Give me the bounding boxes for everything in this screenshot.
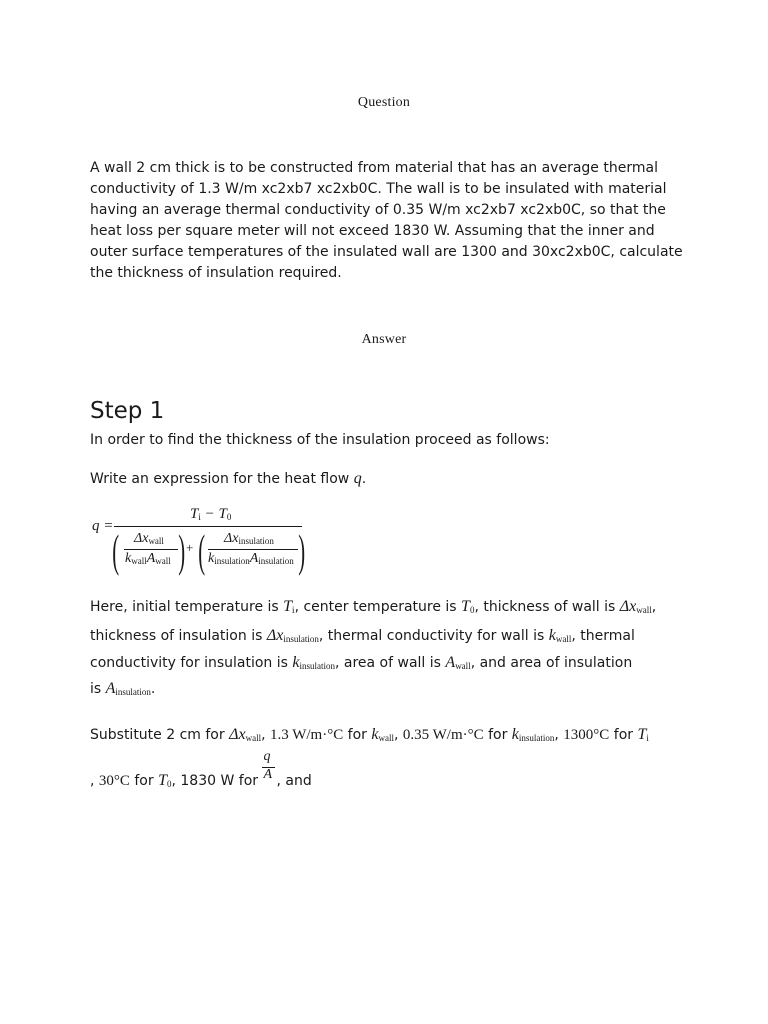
left-paren-2: (	[198, 525, 206, 576]
for-text-1: for	[347, 727, 367, 743]
insulation-fraction-bar	[208, 549, 298, 550]
answer-heading: Answer	[361, 332, 407, 347]
here-text-12: .	[150, 681, 156, 697]
wall-fraction-bar	[124, 549, 178, 550]
q-over-A-fraction	[262, 749, 276, 785]
equation-lhs: q =	[92, 518, 114, 534]
heat-flow-equation	[90, 505, 320, 577]
numerator-T: T	[190, 506, 199, 522]
A-insulation-symbol: $A_{insulation}$	[105, 680, 151, 697]
here-text-9: , area of wall is	[334, 655, 446, 671]
sub-k-wall-symbol: $k_{wall}$	[371, 726, 394, 743]
here-text-6: , thermal conductivity for wall is	[318, 628, 549, 644]
k-wall-symbol: $k_{wall}$	[548, 627, 572, 644]
here-line-1	[90, 598, 656, 616]
q-numerator: q	[263, 749, 271, 764]
T-0-symbol: $T_0$	[461, 598, 475, 615]
leading-comma: ,	[90, 773, 95, 789]
here-text-2: , center temperature is	[294, 599, 462, 615]
right-paren-1: )	[178, 525, 186, 576]
right-paren-2: )	[298, 525, 306, 576]
heat-flux-value: 1830 W for	[180, 773, 259, 789]
here-line-2	[90, 627, 635, 645]
A-denominator: A	[263, 767, 273, 782]
step-title: Step 1	[90, 398, 165, 424]
here-line-4	[90, 680, 155, 698]
left-paren-1: (	[112, 525, 120, 576]
T0-value: 30°C	[98, 773, 130, 789]
for-text-2: for	[488, 727, 508, 743]
substitute-text: Substitute 2 cm for	[90, 727, 230, 743]
here-text-8: conductivity for insulation is	[90, 655, 293, 671]
T-i-symbol: $T_i$	[283, 598, 295, 615]
question-heading: Question	[357, 95, 411, 110]
main-fraction-bar	[114, 526, 302, 527]
heat-flow-symbol: q	[353, 470, 362, 487]
k-wall-A-wall: $k_{wall}A_{wall}$	[125, 551, 171, 566]
Ti-value: 1300°C	[563, 727, 610, 743]
substitute-line-2: , 30°C for $T_0$, 1830 W for $\frac{q}{A}$ , and	[90, 749, 312, 789]
here-line-3	[90, 654, 632, 672]
here-text-5: thickness of insulation is	[90, 628, 267, 644]
question-text: A wall 2 cm thick is to be constructed from material that has an average thermal conductivity of 1.3 W/m xc2xb7 xc2xb0C. The wall is to be insulated with material having an average thermal conductivity of 0.35 W/m xc2xb7 xc2xb0C, so that the heat loss per square meter will not exceed 1830 W. Assuming that the inner and outer surface temperatures of the insulated wall are 1300 and 30xc2xb0C, calculate the thickness of insulation required.	[90, 160, 683, 281]
plus-sign: +	[186, 540, 194, 555]
sub-T-0-symbol: $T_0$	[158, 772, 172, 789]
dx-insulation: $\Delta x_{insulation}$	[224, 531, 274, 546]
dx-wall-symbol: $\Delta x_{wall}$	[619, 598, 652, 615]
intro-line: In order to find the thickness of the insulation proceed as follows:	[90, 432, 550, 448]
here-text-1: Here, initial temperature is	[90, 599, 284, 615]
here-text-3: , thickness of wall is	[474, 599, 620, 615]
here-text-11: is	[90, 681, 106, 697]
dx-insulation-symbol: $\Delta x_{insulation}$	[266, 627, 319, 644]
sub-k-insulation-symbol: $k_{insulation}$	[511, 726, 555, 743]
k-insulation-value: 0.35 W/m·°C	[402, 727, 484, 743]
substitute-end: , and	[276, 773, 312, 789]
k-insulation-A-insulation: $k_{insulation}A_{insulation}$	[208, 551, 294, 566]
k-insulation-symbol: $k_{insulation}$	[292, 654, 335, 671]
expression-period: .	[361, 471, 367, 487]
numerator-minus-T: − T	[200, 506, 227, 522]
dx-wall: $\Delta x_{wall}$	[134, 531, 164, 546]
numerator-sub-i: i	[198, 512, 201, 522]
sub-dx-wall-symbol: $\Delta x_{wall}$	[229, 726, 262, 743]
A-wall-symbol: $A_{wall}$	[445, 654, 471, 671]
here-text-7: , thermal	[571, 628, 635, 644]
substitute-line-1: Substitute 2 cm for $\Delta x_{wall}$, 1.3 W/m·°C for $k_{wall}$, 0.35 W/m·°C for $k_{insulation}$, 1300°C for $T_i$	[90, 726, 649, 743]
here-text-4: ,	[651, 599, 657, 615]
expression-text: Write an expression for the heat flow	[90, 471, 350, 487]
sub-T-i-symbol: $T_i$	[637, 726, 649, 743]
equation-numerator	[190, 506, 231, 523]
for-text-4: for	[134, 773, 154, 789]
here-text-10: , and area of insulation	[470, 655, 633, 671]
expression-line	[90, 470, 366, 488]
numerator-sub-0: 0	[226, 512, 232, 522]
k-wall-value: 1.3 W/m·°C	[269, 727, 344, 743]
for-text-3: for	[613, 727, 634, 743]
